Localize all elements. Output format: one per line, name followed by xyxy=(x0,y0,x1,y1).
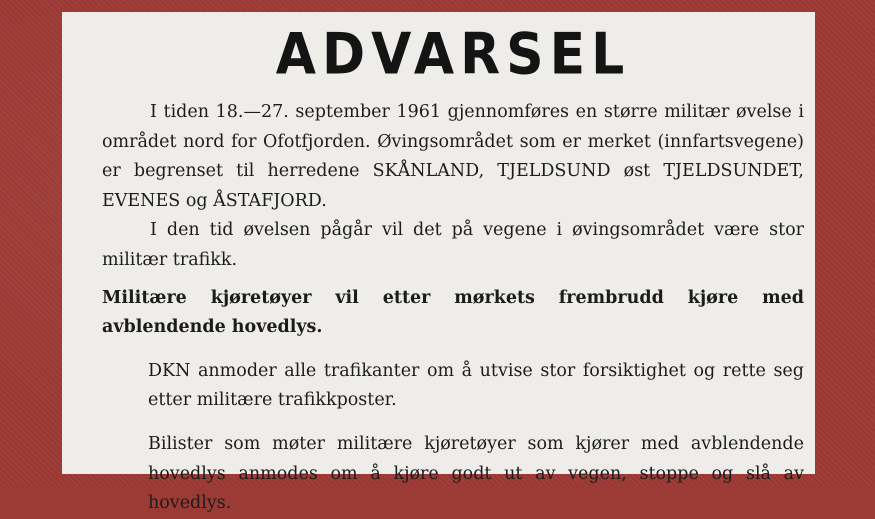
newspaper-clipping xyxy=(62,12,815,514)
paragraph-military-traffic: I den tid øvelsen pågår vil det på vegene i øvingsområdet være stor militær trafikk. xyxy=(102,220,804,270)
paragraph-drivers-instruction: Bilister som møter militære kjøretøyer som kjører med avblendende hovedlys anmodes om å kjøre godt ut av vegen, stoppe og slå av hovedlys. xyxy=(148,433,804,514)
paragraph-dimmed-headlights: Militære kjøretøyer vil etter mørkets frembrudd kjøre med avblendende hovedlys. xyxy=(102,287,804,338)
notice-headline: ADVARSEL xyxy=(275,21,631,88)
paragraph-exercise-area: I tiden 18.—27. september 1961 gjennomføres en større militær øvelse i området nord for Ofotfjorden. Øvingsområdet som er merket (innfartsvegene) er begrenset til herredene SKÅNLAND, TJELDSUND øst TJELDSUNDET, EVENES og ÅSTAFJORD. xyxy=(102,102,804,211)
paragraph-dkn-request: DKN anmoder alle trafikanter om å utvise stor forsiktighet og rette seg etter militære trafikkposter. xyxy=(148,360,804,411)
